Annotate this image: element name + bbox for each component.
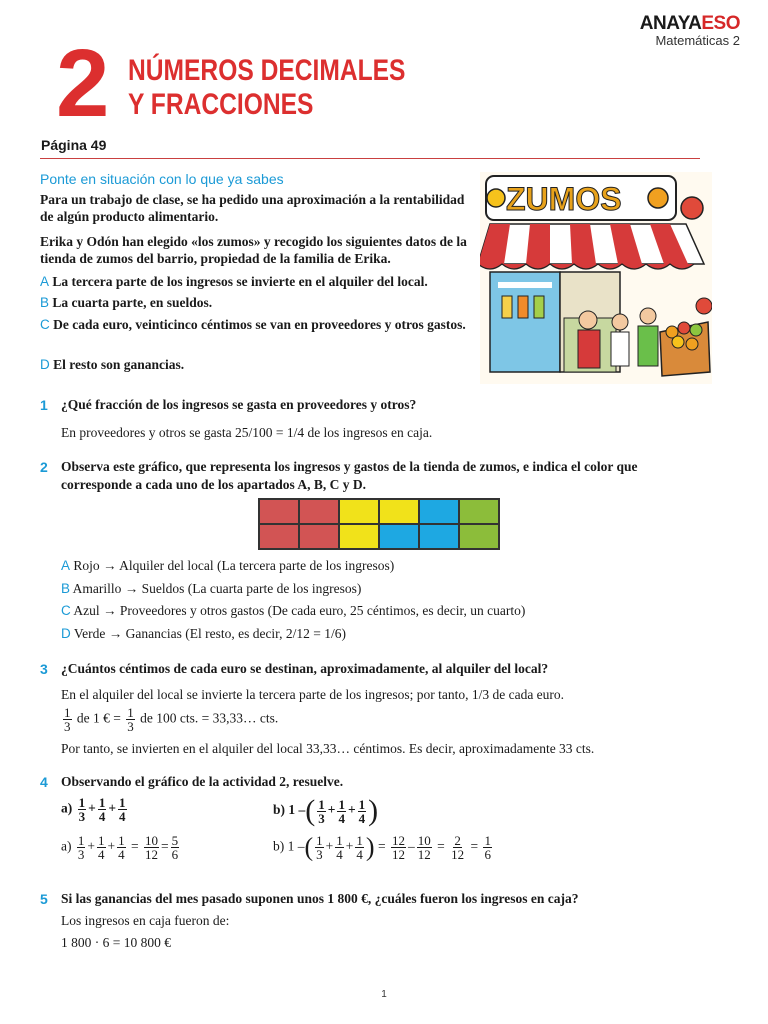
- question-3-line-1: En el alquiler del local se invierte la tercera parte de los ingresos; por tanto, 1/3 de cada euro.: [61, 687, 565, 702]
- fraction: $\frac{1}{4}$: [98, 833, 105, 862]
- grid-cell: [419, 499, 459, 524]
- fraction: $\frac{1}{3}$: [77, 833, 85, 862]
- intro-item-b: B La cuarta parte, en sueldos.: [40, 295, 213, 310]
- intro-item-a: A La tercera parte de los ingresos se invierte en el alquiler del local.: [40, 274, 428, 289]
- fraction: $\frac{1}{3}$: [78, 795, 86, 824]
- fraction: $\frac{1}{4}$: [98, 795, 106, 824]
- income-expense-grid: [258, 498, 500, 550]
- fraction: $\frac{1}{3}$: [127, 705, 134, 734]
- question-4-answer-a: a) $\frac{1}{3}$ + $\frac{1}{4}$ + $\frac{1}{4}$ = $\frac{10}{12}$ = $\frac{5}{6}$: [61, 833, 179, 862]
- question-3-calc: $\frac{1}{3}$ de 1 € = $\frac{1}{3}$ de 100 cts. = 33,33… cts.: [64, 705, 279, 734]
- question-5-text: Si las ganancias del mes pasado suponen unos 1 800 €, ¿cuáles fueron los ingresos en caja?: [61, 891, 579, 906]
- question-5-number: 5: [40, 891, 48, 907]
- question-3-number: 3: [40, 661, 48, 677]
- grid-cell: [299, 499, 339, 524]
- fraction: $\frac{2}{12}$: [451, 833, 465, 862]
- fraction: $\frac{1}{4}$: [358, 796, 366, 826]
- grid-cell: [299, 524, 339, 549]
- question-5-answer-1: Los ingresos en caja fueron de:: [61, 913, 230, 928]
- question-4-part-b: b) 1 –( $\frac{1}{3}$ + $\frac{1}{4}$ + $\frac{1}{4}$ ): [273, 794, 379, 827]
- fraction: $\frac{1}{3}$: [64, 705, 71, 734]
- question-4-number: 4: [40, 774, 48, 790]
- grid-cell: [379, 499, 419, 524]
- chapter-number: 2: [56, 30, 106, 137]
- fraction: $\frac{1}{6}$: [484, 833, 491, 862]
- question-2-answer-d: D Verde → Ganancias (El resto, es decir, 2/12 = 1/6): [61, 626, 346, 641]
- intro-paragraph-1: Para un trabajo de clase, se ha pedido una aproximación a la rentabilidad de algún producto alimentario.: [40, 192, 465, 224]
- fraction: $\frac{1}{4}$: [356, 833, 363, 862]
- chapter-title: NÚMEROS DECIMALES Y FRACCIONES: [128, 54, 406, 121]
- grid-cell: [339, 524, 379, 549]
- grid-cell: [419, 524, 459, 549]
- question-2-answer-a: A Rojo → Alquiler del local (La tercera parte de los ingresos): [61, 558, 395, 573]
- question-1-text: ¿Qué fracción de los ingresos se gasta en proveedores y otros?: [61, 397, 417, 412]
- juice-shop-illustration: [480, 172, 712, 384]
- fraction: $\frac{1}{4}$: [338, 796, 345, 826]
- grid-cell: [259, 499, 299, 524]
- intro-paragraph-2: Erika y Odón han elegido «los zumos» y recogido los siguientes datos de la tienda de zumos del barrio, propiedad de la familia de Erika.: [40, 234, 467, 266]
- fraction: $\frac{1}{3}$: [318, 796, 325, 826]
- grid-cell: [459, 499, 499, 524]
- shop-sign-text: ZUMOS: [506, 181, 622, 217]
- fraction: $\frac{10}{12}$: [145, 833, 158, 862]
- intro-item-c: C De cada euro, veinticinco céntimos se van en proveedores y otros gastos.: [40, 317, 466, 332]
- fraction: $\frac{1}{4}$: [118, 833, 125, 862]
- question-4-text: Observando el gráfico de la actividad 2, resuelve.: [61, 774, 344, 789]
- fraction: $\frac{1}{3}$: [316, 833, 323, 862]
- subject-label: Matemáticas 2: [655, 33, 740, 48]
- question-2-number: 2: [40, 459, 48, 475]
- fraction: $\frac{1}{4}$: [336, 833, 343, 862]
- question-1-answer: En proveedores y otros se gasta 25/100 = 1/4 de los ingresos en caja.: [61, 425, 433, 440]
- fraction: $\frac{1}{4}$: [119, 795, 126, 824]
- question-5-answer-2: 1 800 · 6 = 10 800 €: [61, 935, 171, 950]
- grid-cell: [459, 524, 499, 549]
- question-1-number: 1: [40, 397, 48, 413]
- question-2-answer-c: C Azul → Proveedores y otros gastos (De cada euro, 25 céntimos, es decir, un cuarto): [61, 603, 526, 618]
- brand-name: ANAYAESO: [639, 13, 740, 34]
- fraction: $\frac{10}{12}$: [417, 833, 431, 862]
- page-number: 1: [381, 989, 387, 1000]
- fraction: $\frac{12}{12}$: [391, 833, 405, 862]
- question-3-line-3: Por tanto, se invierten en el alquiler del local 33,33… céntimos. Es decir, aproximadamente 33 cts.: [61, 741, 595, 756]
- question-2-text: Observa este gráfico, que representa los ingresos y gastos de la tienda de zumos, e indica el color que corresponde a cada uno de los apartados A, B, C y D.: [61, 459, 638, 492]
- page-label: Página 49: [41, 137, 107, 153]
- grid-cell: [379, 524, 419, 549]
- header-rule: [40, 158, 700, 159]
- question-2-answer-b: B Amarillo → Sueldos (La cuarta parte de los ingresos): [61, 581, 362, 596]
- grid-cell: [259, 524, 299, 549]
- grid-cell: [339, 499, 379, 524]
- question-4-part-a: a) $\frac{1}{3}$ + $\frac{1}{4}$ + $\frac{1}{4}$: [61, 795, 126, 824]
- question-3-text: ¿Cuántos céntimos de cada euro se destinan, aproximadamente, al alquiler del local?: [61, 661, 549, 676]
- section-heading: Ponte en situación con lo que ya sabes: [40, 171, 284, 187]
- striped-awning: [480, 224, 704, 269]
- question-4-answer-b: b) 1 –( $\frac{1}{3}$ + $\frac{1}{4}$ + $\frac{1}{4}$ ) = $\frac{12}{12}$ – $\frac{10}{12}$ = $\frac{2}{12}$ = $\frac{1}{6}$: [273, 832, 491, 862]
- fraction: $\frac{5}{6}$: [171, 833, 179, 862]
- publisher-brand: [640, 14, 740, 48]
- intro-item-d: D El resto son ganancias.: [40, 357, 185, 372]
